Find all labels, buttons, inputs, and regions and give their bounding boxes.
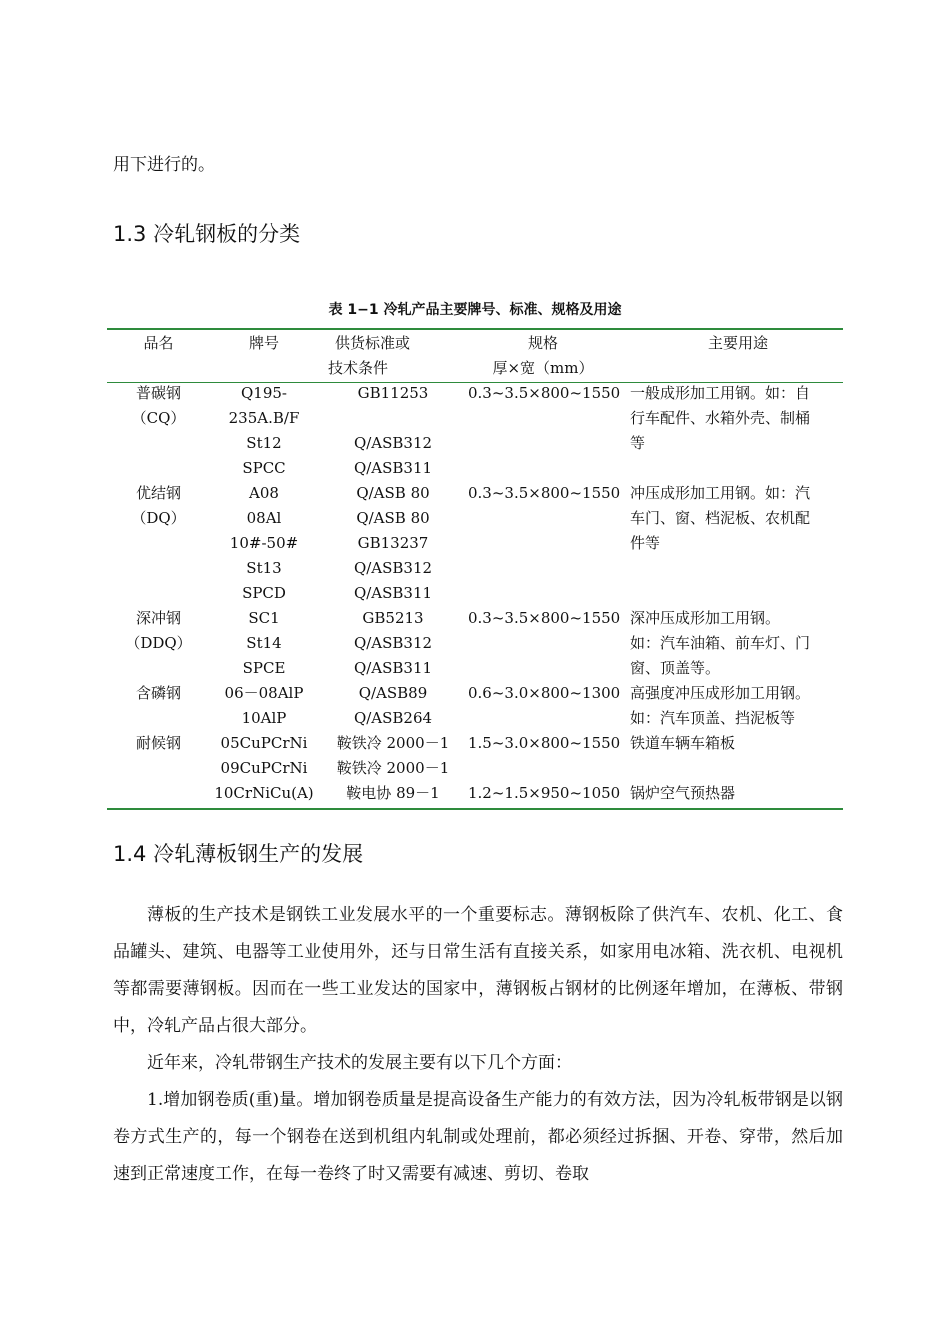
cell-grade: SC1 [248, 609, 280, 627]
cell-grade: Q195- [241, 384, 287, 402]
table-header-row [107, 331, 943, 381]
table-row [107, 381, 943, 406]
paragraph: 薄板的生产技术是钢铁工业发展水平的一个重要标志。薄钢板除了供汽车、农机、化工、食品罐头、建筑、电器等工业使用外，还与日常生活有直接关系，如家用电冰箱、洗衣机、电视机等都需要薄钢板。因而在一些工业发达的国家中，薄钢板占钢材的比例逐年增加，在薄板、带钢中，冷轧产品占很大部分。 [113, 905, 843, 1036]
cell-standard: GB11253 [357, 384, 429, 402]
cell-standard: Q/ASB312 [353, 634, 433, 652]
table-top-rule [107, 328, 843, 330]
cell-use: 深冲压成形加工用钢。 [630, 609, 781, 627]
cell-standard: Q/ASB311 [353, 584, 433, 602]
cell-use: 铁道车辆车箱板 [630, 734, 736, 752]
cell-spec [468, 531, 618, 556]
cell-standard: Q/ASB 80 [356, 484, 430, 502]
cell-spec: 0.3~3.5×800~1550 [468, 609, 621, 627]
cell-spec: 0.3~3.5×800~1550 [468, 384, 621, 402]
cell-spec: 1.2~1.5×950~1050 [468, 784, 621, 802]
cell-use: 高强度冲压成形加工用钢。 [630, 684, 811, 702]
table-row [107, 781, 943, 806]
header-standard: 供货标准或 技术条件 [328, 334, 411, 377]
cell-spec [468, 756, 618, 781]
cell-spec: 0.6~3.0×800~1300 [468, 684, 621, 702]
cell-grade: 08Al [246, 509, 282, 527]
cell-standard: 鞍铁冷 2000－1 [336, 759, 450, 777]
cell-spec [468, 456, 618, 481]
cell-use: 一般成形加工用钢。如：自 [630, 384, 811, 402]
cell-use: 如：汽车油箱、前车灯、门 [630, 634, 811, 652]
table-row [107, 631, 943, 656]
section-heading-1-4: 1.4 冷轧薄板钢生产的发展 [113, 842, 364, 866]
cell-spec: 1.5~3.0×800~1550 [468, 734, 621, 752]
cell-name [107, 706, 210, 731]
cell-name [107, 431, 210, 456]
cell-grade: A08 [249, 484, 279, 502]
cell-use [618, 556, 943, 581]
cell-use: 锅炉空气预热器 [630, 784, 736, 802]
cell-use: 车门、窗、档泥板、农机配 [630, 509, 811, 527]
table-row [107, 606, 943, 631]
cell-standard: Q/ASB 80 [356, 509, 430, 527]
cell-use [618, 456, 943, 481]
cell-standard: Q/ASB264 [353, 709, 433, 727]
cell-use [618, 756, 943, 781]
header-grade: 牌号 [248, 334, 279, 352]
header-name: 品名 [143, 334, 174, 352]
table-bottom-rule [107, 808, 843, 810]
cell-name [107, 781, 210, 806]
cell-name [107, 456, 210, 481]
cell-grade: 10CrNiCu(A) [214, 784, 314, 802]
cell-grade: St12 [246, 434, 282, 452]
cell-standard: 鞍铁冷 2000－1 [336, 734, 450, 752]
cell-spec [468, 556, 618, 581]
body-text [113, 897, 843, 1193]
cell-use: 行车配件、水箱外壳、制桶 [630, 409, 811, 427]
cell-spec [468, 706, 618, 731]
cell-use: 如：汽车顶盖、挡泥板等 [630, 709, 796, 727]
cell-standard: GB5213 [362, 609, 424, 627]
cell-spec: 0.3~3.5×800~1550 [468, 484, 621, 502]
cell-spec [468, 431, 618, 456]
cell-use: 冲压成形加工用钢。如：汽 [630, 484, 811, 502]
cell-use: 件等 [630, 534, 661, 552]
cell-name: 优结钢 [135, 484, 181, 502]
table-row [107, 556, 943, 581]
cell-spec [468, 581, 618, 606]
cell-standard: 鞍电协 89－1 [346, 784, 440, 802]
table-row [107, 731, 943, 756]
header-spec: 规格 厚×宽（mm） [492, 334, 594, 377]
cell-name: （CQ） [131, 409, 186, 427]
cell-use [618, 581, 943, 606]
cell-name: （DQ） [131, 509, 186, 527]
cell-spec [468, 506, 618, 531]
cell-standard: GB13237 [357, 534, 429, 552]
table-row [107, 431, 943, 456]
cell-use: 窗、顶盖等。 [630, 659, 721, 677]
table-row [107, 681, 943, 706]
cell-name: 含磷钢 [135, 684, 181, 702]
cell-grade: 10#-50# [229, 534, 299, 552]
cell-standard: Q/ASB89 [358, 684, 428, 702]
cell-spec [468, 631, 618, 656]
cell-name: （DDQ） [125, 634, 192, 652]
cell-grade: St14 [246, 634, 282, 652]
table-row [107, 756, 943, 781]
table-row [107, 481, 943, 506]
cell-name [107, 556, 210, 581]
cell-name [107, 581, 210, 606]
table-row [107, 581, 943, 606]
cell-name [107, 531, 210, 556]
cell-name: 耐候钢 [135, 734, 181, 752]
cell-name [107, 656, 210, 681]
cell-grade: 05CuPCrNi [220, 734, 308, 752]
cell-standard: Q/ASB312 [353, 434, 433, 452]
cell-spec [468, 656, 618, 681]
cell-standard: Q/ASB312 [353, 559, 433, 577]
cell-name: 深冲钢 [135, 609, 181, 627]
cell-spec [468, 406, 618, 431]
continuation-line: 用下进行的。 [113, 155, 215, 175]
cell-grade: 06－08AlP [224, 684, 304, 702]
cell-grade: St13 [246, 559, 282, 577]
cell-standard: Q/ASB311 [353, 459, 433, 477]
cell-grade: 10AlP [241, 709, 287, 727]
section-heading-1-3: 1.3 冷轧钢板的分类 [113, 222, 301, 246]
cell-standard [318, 406, 468, 431]
table-caption: 表 1−1 冷轧产品主要牌号、标准、规格及用途 [328, 302, 622, 318]
cell-use: 等 [630, 434, 646, 452]
cell-grade: SPCC [242, 459, 286, 477]
table-row [107, 456, 943, 481]
cell-grade: 09CuPCrNi [220, 759, 308, 777]
cell-grade: SPCE [242, 659, 286, 677]
cell-grade: SPCD [242, 584, 286, 602]
cell-grade: 235A.B/F [228, 409, 300, 427]
paragraph: 近年来，冷轧带钢生产技术的发展主要有以下几个方面： [147, 1053, 572, 1073]
steel-grade-table [107, 331, 943, 806]
header-use: 主要用途 [708, 334, 769, 352]
cell-standard: Q/ASB311 [353, 659, 433, 677]
paragraph: 1.增加钢卷质(重)量。增加钢卷质量是提高设备生产能力的有效方法，因为冷轧板带钢是以钢卷方式生产的，每一个钢卷在送到机组内轧制或处理前，都必须经过拆捆、开卷、穿带，然后加速到正常速度工作，在每一卷终了时又需要有减速、剪切、卷取 [113, 1090, 843, 1184]
table-row [107, 656, 943, 681]
table-row [107, 531, 943, 556]
cell-name [107, 756, 210, 781]
table-row [107, 506, 943, 531]
cell-name: 普碳钢 [135, 384, 181, 402]
table-body [107, 381, 943, 806]
table-row [107, 706, 943, 731]
table-row [107, 406, 943, 431]
